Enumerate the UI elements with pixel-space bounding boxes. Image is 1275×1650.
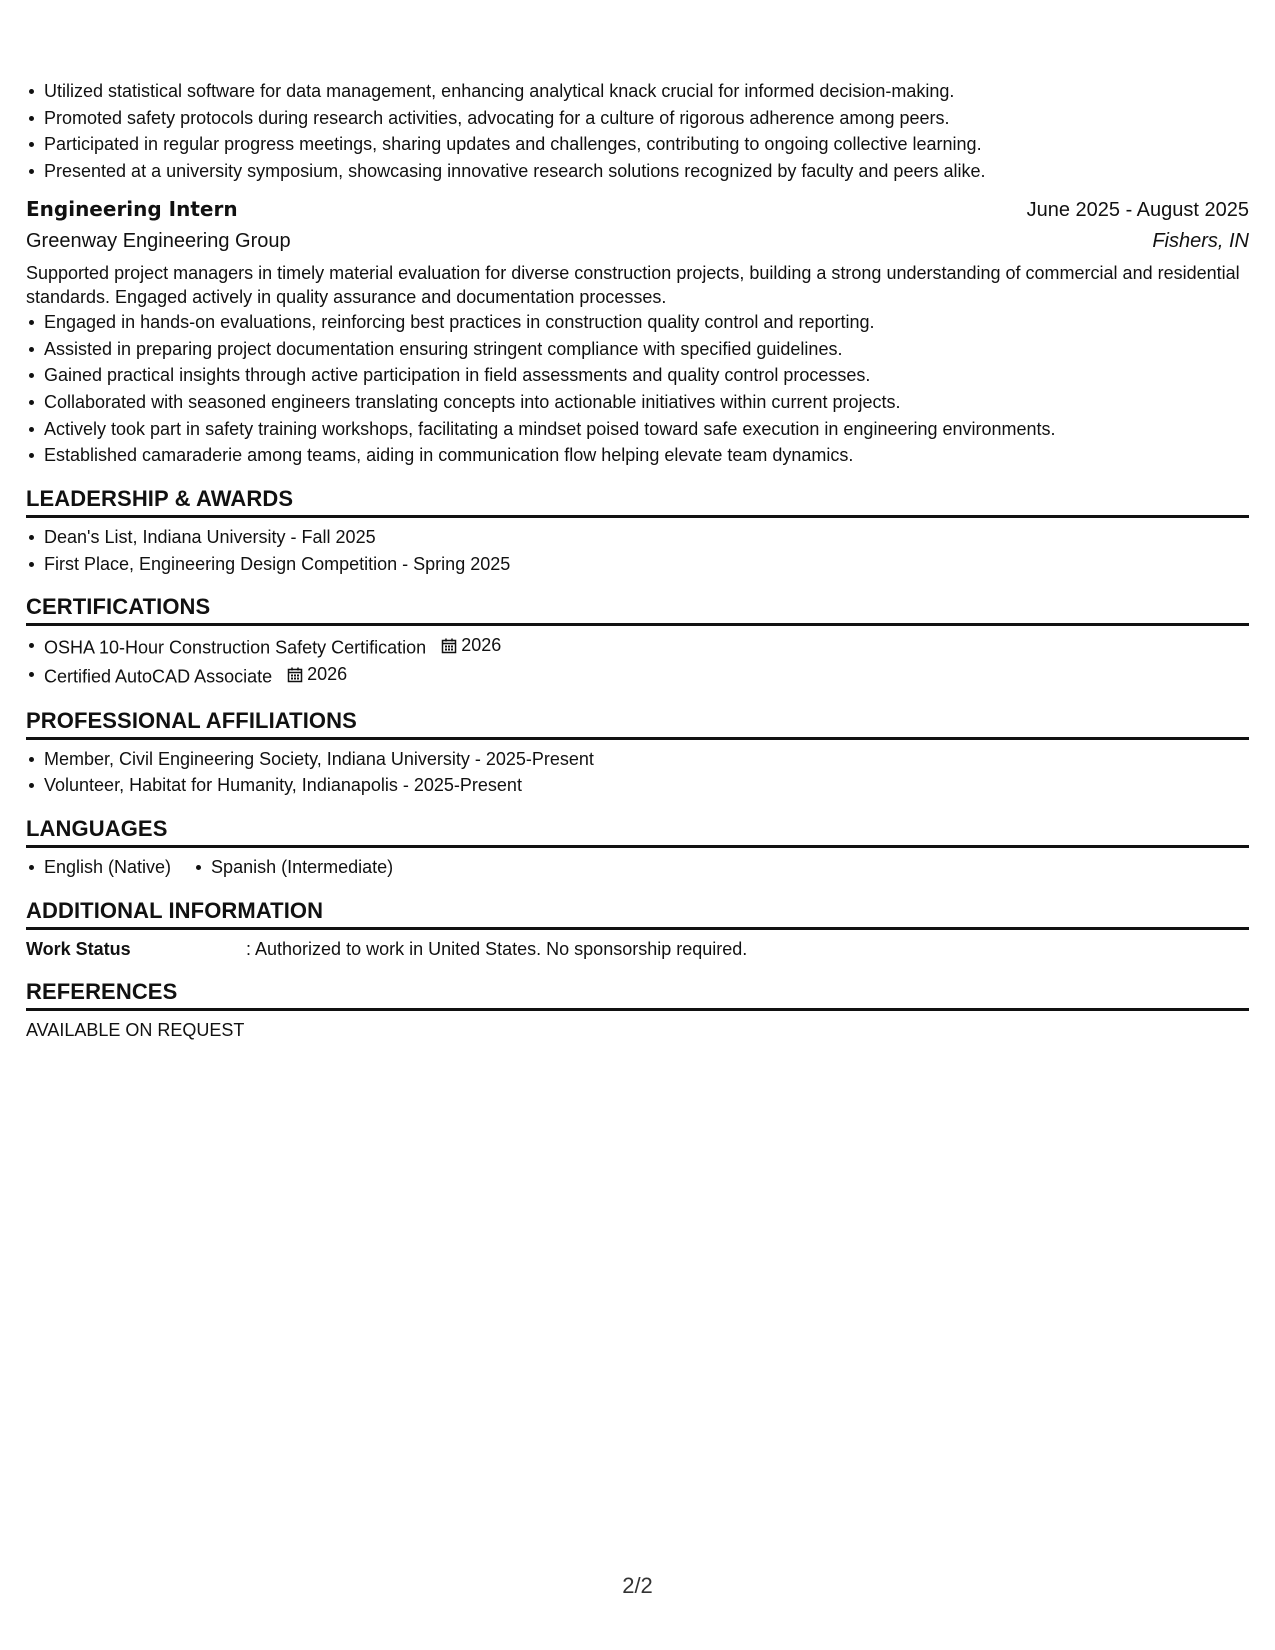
list-item: English (Native)	[44, 854, 171, 881]
list-item: Gained practical insights through active participation in field assessments and quality control processes.	[44, 362, 1249, 389]
list-item: Assisted in preparing project documentation ensuring stringent compliance with specified guidelines.	[44, 336, 1249, 363]
leadership-list	[26, 524, 1249, 577]
languages-list	[26, 854, 1249, 881]
section-heading: LEADERSHIP & AWARDS	[26, 483, 1249, 518]
section-heading: REFERENCES	[26, 976, 1249, 1011]
list-item: Collaborated with seasoned engineers translating concepts into actionable initiatives within current projects.	[44, 389, 1249, 416]
additional-info-section	[26, 895, 1249, 962]
languages-section	[26, 813, 1249, 881]
affiliations-list	[26, 746, 1249, 799]
job-summary: Supported project managers in timely material evaluation for diverse construction projects, building a strong understanding of commercial and residential standards. Engaged actively in quality assurance and documentation processes.	[26, 262, 1240, 307]
references-section	[26, 976, 1249, 1043]
job-company: Greenway Engineering Group	[26, 229, 291, 252]
work-status-row	[26, 936, 1249, 962]
section-heading: ADDITIONAL INFORMATION	[26, 895, 1249, 930]
calendar-icon	[441, 638, 457, 654]
list-item: Spanish (Intermediate)	[211, 854, 393, 881]
list-item: First Place, Engineering Design Competition - Spring 2025	[44, 551, 1249, 578]
certifications-section	[26, 591, 1249, 690]
certifications-list	[26, 632, 1249, 690]
section-heading: PROFESSIONAL AFFILIATIONS	[26, 705, 1249, 740]
list-item: Participated in regular progress meetings, sharing updates and challenges, contributing to ongoing collective learning.	[44, 131, 1249, 158]
list-item: Presented at a university symposium, showcasing innovative research solutions recognized by faculty and peers alike.	[44, 158, 1249, 185]
list-item	[44, 661, 1249, 690]
job-entry	[26, 193, 1249, 469]
list-item: Dean's List, Indiana University - Fall 2025	[44, 524, 1249, 551]
job-location: Fishers, IN	[1152, 229, 1249, 252]
work-status-value: : Authorized to work in United States. No sponsorship required.	[246, 938, 748, 959]
list-item: Established camaraderie among teams, aiding in communication flow helping elevate team dynamics.	[44, 442, 1249, 469]
job-bullet-list	[26, 309, 1249, 469]
research-bullet-list	[26, 78, 1249, 185]
resume-page	[26, 78, 1249, 1043]
job-subheader	[26, 226, 1249, 256]
job-title: Engineering Intern	[26, 196, 238, 221]
section-heading: LANGUAGES	[26, 813, 1249, 848]
list-item: Utilized statistical software for data management, enhancing analytical knack crucial for informed decision-making.	[44, 78, 1249, 105]
leadership-section	[26, 483, 1249, 577]
certification-date	[287, 661, 347, 688]
certification-name: OSHA 10-Hour Construction Safety Certification	[44, 637, 427, 658]
list-item: Volunteer, Habitat for Humanity, Indianapolis - 2025-Present	[44, 772, 1249, 799]
page-number: 2/2	[622, 1573, 653, 1598]
certification-name: Certified AutoCAD Associate	[44, 666, 273, 687]
work-status-label: Work Status	[26, 938, 131, 959]
job-dates: June 2025 - August 2025	[1026, 198, 1249, 221]
affiliations-section	[26, 705, 1249, 799]
list-item: Promoted safety protocols during research activities, advocating for a culture of rigorous adherence among peers.	[44, 105, 1249, 132]
list-item: Member, Civil Engineering Society, Indiana University - 2025-Present	[44, 746, 1249, 773]
job-header	[26, 193, 1249, 226]
calendar-icon	[287, 667, 303, 683]
certification-year: 2026	[307, 664, 348, 685]
list-item: Actively took part in safety training workshops, facilitating a mindset poised toward safe execution in engineering environments.	[44, 416, 1249, 443]
certification-year: 2026	[461, 635, 502, 656]
list-item	[44, 632, 1249, 661]
references-text: AVAILABLE ON REQUEST	[26, 1019, 245, 1040]
certification-date	[441, 632, 501, 659]
section-heading: CERTIFICATIONS	[26, 591, 1249, 626]
list-item: Engaged in hands-on evaluations, reinforcing best practices in construction quality control and reporting.	[44, 309, 1249, 336]
